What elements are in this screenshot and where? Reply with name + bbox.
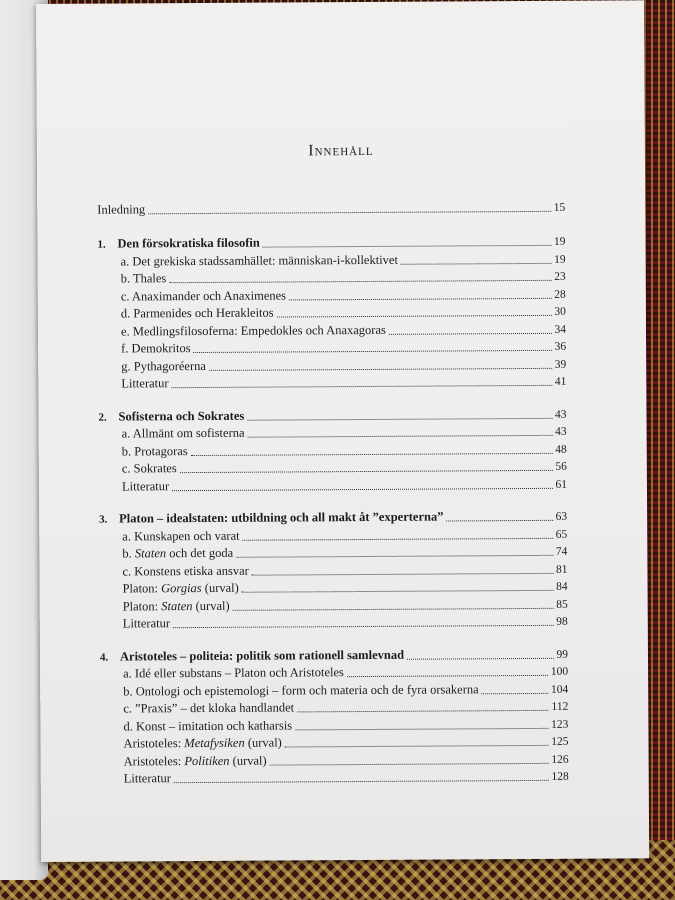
dot-leader [389, 331, 552, 334]
dot-leader [263, 244, 551, 248]
entry-label: a. Det grekiska stadssamhället: människan-i-kollektivet [120, 252, 398, 268]
dot-leader [277, 314, 552, 318]
dot-leader [446, 519, 552, 522]
page-number: 48 [555, 443, 567, 456]
dot-leader [347, 674, 548, 677]
page-number: 128 [551, 770, 569, 783]
page-number: 61 [555, 478, 567, 491]
dot-leader [180, 469, 553, 473]
page-number: 19 [554, 253, 566, 266]
page-number: 15 [553, 201, 566, 214]
page-number: 43 [555, 425, 567, 438]
page-number: 34 [554, 323, 567, 336]
toc-entry [121, 303, 566, 323]
page-number: 19 [553, 235, 566, 248]
entry-label: Litteratur [121, 376, 169, 391]
page-number: 84 [556, 580, 568, 593]
dot-leader [289, 296, 551, 300]
page-number: 123 [551, 718, 569, 731]
toc-entry [122, 543, 567, 563]
page-number: 36 [554, 340, 567, 353]
entry-label: Litteratur [123, 771, 171, 786]
dot-leader [242, 589, 553, 593]
dot-leader [169, 279, 551, 283]
page-number: 74 [555, 545, 568, 558]
entry-label: Aristoteles: Metafysiken (urval) [123, 735, 282, 751]
dot-leader [407, 656, 553, 659]
dot-leader [172, 486, 552, 490]
page-number: 63 [555, 510, 568, 523]
page-number: 85 [556, 598, 568, 611]
entry-label: a. Allmänt om sofisterna [121, 425, 245, 441]
dot-leader [297, 709, 548, 713]
toc-entry [121, 285, 566, 305]
page-number: 39 [554, 358, 567, 371]
toc-entry [122, 525, 567, 545]
entry-label: Litteratur [121, 478, 170, 493]
dot-leader [252, 571, 553, 575]
toc-entry [124, 750, 569, 770]
dot-leader [172, 384, 552, 388]
toc-entry [121, 250, 566, 270]
book-page [36, 0, 649, 862]
toc-entry [122, 560, 567, 580]
toc-entry [122, 458, 567, 478]
dot-leader [191, 451, 553, 455]
page-number: 81 [555, 563, 568, 576]
dot-leader [247, 416, 552, 420]
toc-entry [121, 268, 566, 288]
entry-label: Inledning [97, 202, 146, 217]
entry-label: a. Idé eller substans – Platon och Aristoteles [123, 665, 344, 681]
page-number: 41 [554, 375, 567, 388]
toc-entry [122, 475, 567, 495]
entry-label: f. Demokritos [121, 341, 191, 356]
entry-label: b. Protagoras [121, 443, 188, 458]
toc-entry [122, 423, 567, 443]
dot-leader [209, 366, 552, 370]
toc-entry [123, 698, 568, 718]
entry-label: c. Sokrates [121, 461, 177, 476]
entry-label: c. Anaximander och Anaximenes [120, 287, 287, 303]
page-number: 98 [556, 615, 568, 628]
page-number: 104 [550, 683, 569, 696]
page-number: 43 [554, 408, 567, 421]
chapter-title: Den försokratiska filosofin [117, 235, 260, 251]
dot-leader [401, 261, 551, 264]
chapter-title: Platon – idealstaten: utbildning och all makt åt ”experterna” [119, 509, 444, 526]
page-title: Innehåll [308, 141, 374, 160]
dot-leader [248, 434, 553, 438]
page-number: 126 [551, 753, 569, 766]
toc-chapter [100, 645, 568, 665]
page-number: 28 [554, 288, 566, 301]
page-number: 23 [554, 270, 566, 283]
toc-entry [123, 578, 568, 598]
entry-label: a. Kunskapen och varat [122, 528, 240, 543]
toc-entry [123, 733, 568, 753]
entry-label: g. Pythagoréerna [121, 358, 206, 373]
chapter-number: 4. [99, 651, 109, 664]
entry-label: Platon: Staten (urval) [122, 598, 230, 613]
toc-entry [123, 663, 568, 683]
page-number: 30 [554, 305, 566, 318]
chapter-number: 1. [97, 238, 106, 251]
toc-entry [123, 715, 568, 735]
toc-entry [121, 373, 566, 393]
entry-label: Platon: Gorgias (urval) [122, 580, 239, 596]
dot-leader [174, 779, 549, 783]
dot-leader [148, 210, 551, 214]
page-number: 112 [551, 700, 569, 713]
dot-leader [243, 536, 553, 540]
page-number: 99 [556, 648, 569, 661]
entry-label: c. Konstens etiska ansvar [122, 563, 249, 578]
toc-entry [121, 320, 566, 340]
dot-leader [482, 691, 548, 693]
entry-label: b. Ontologi och epistemologi – form och materia och de fyra orsakerna [123, 681, 479, 698]
toc-chapter [98, 405, 566, 425]
chapter-title: Aristoteles – politeia: politik som rationell samlevnad [119, 647, 405, 663]
toc-entry [121, 338, 566, 358]
entry-label: d. Konst – imitation och katharsis [123, 717, 293, 733]
entry-label: b. Staten och det goda [122, 545, 234, 561]
dot-leader [236, 554, 553, 558]
entry-label: b. Thales [120, 271, 167, 286]
toc-entry [123, 680, 568, 700]
dot-leader [173, 624, 553, 628]
dot-leader [233, 606, 554, 610]
chapter-title: Sofisterna och Sokrates [118, 408, 245, 424]
dot-leader [270, 761, 549, 765]
toc-intro [97, 199, 565, 219]
toc-chapter [97, 233, 565, 253]
entry-label: e. Medlingsfilosoferna: Empedokles och Anaxagoras [120, 322, 386, 338]
toc-entry [121, 355, 566, 375]
dot-leader [285, 744, 548, 748]
toc-entry [123, 595, 568, 615]
entry-label: c. ”Praxis” – det kloka handlandet [123, 700, 295, 716]
dot-leader [194, 349, 552, 353]
page-number: 56 [555, 460, 567, 473]
entry-label: d. Parmenides och Herakleitos [120, 305, 274, 321]
toc-entry [124, 768, 569, 788]
page-number: 65 [555, 528, 568, 541]
page-number: 125 [551, 735, 569, 748]
chapter-number: 2. [98, 411, 107, 424]
page-number: 100 [550, 665, 569, 678]
entry-label: Litteratur [122, 616, 171, 631]
entry-label: Aristoteles: Politiken (urval) [123, 753, 267, 768]
dot-leader [295, 726, 548, 730]
toc-chapter [99, 508, 567, 528]
toc-entry [123, 613, 568, 633]
chapter-number: 3. [99, 513, 108, 526]
toc-entry [122, 440, 567, 460]
